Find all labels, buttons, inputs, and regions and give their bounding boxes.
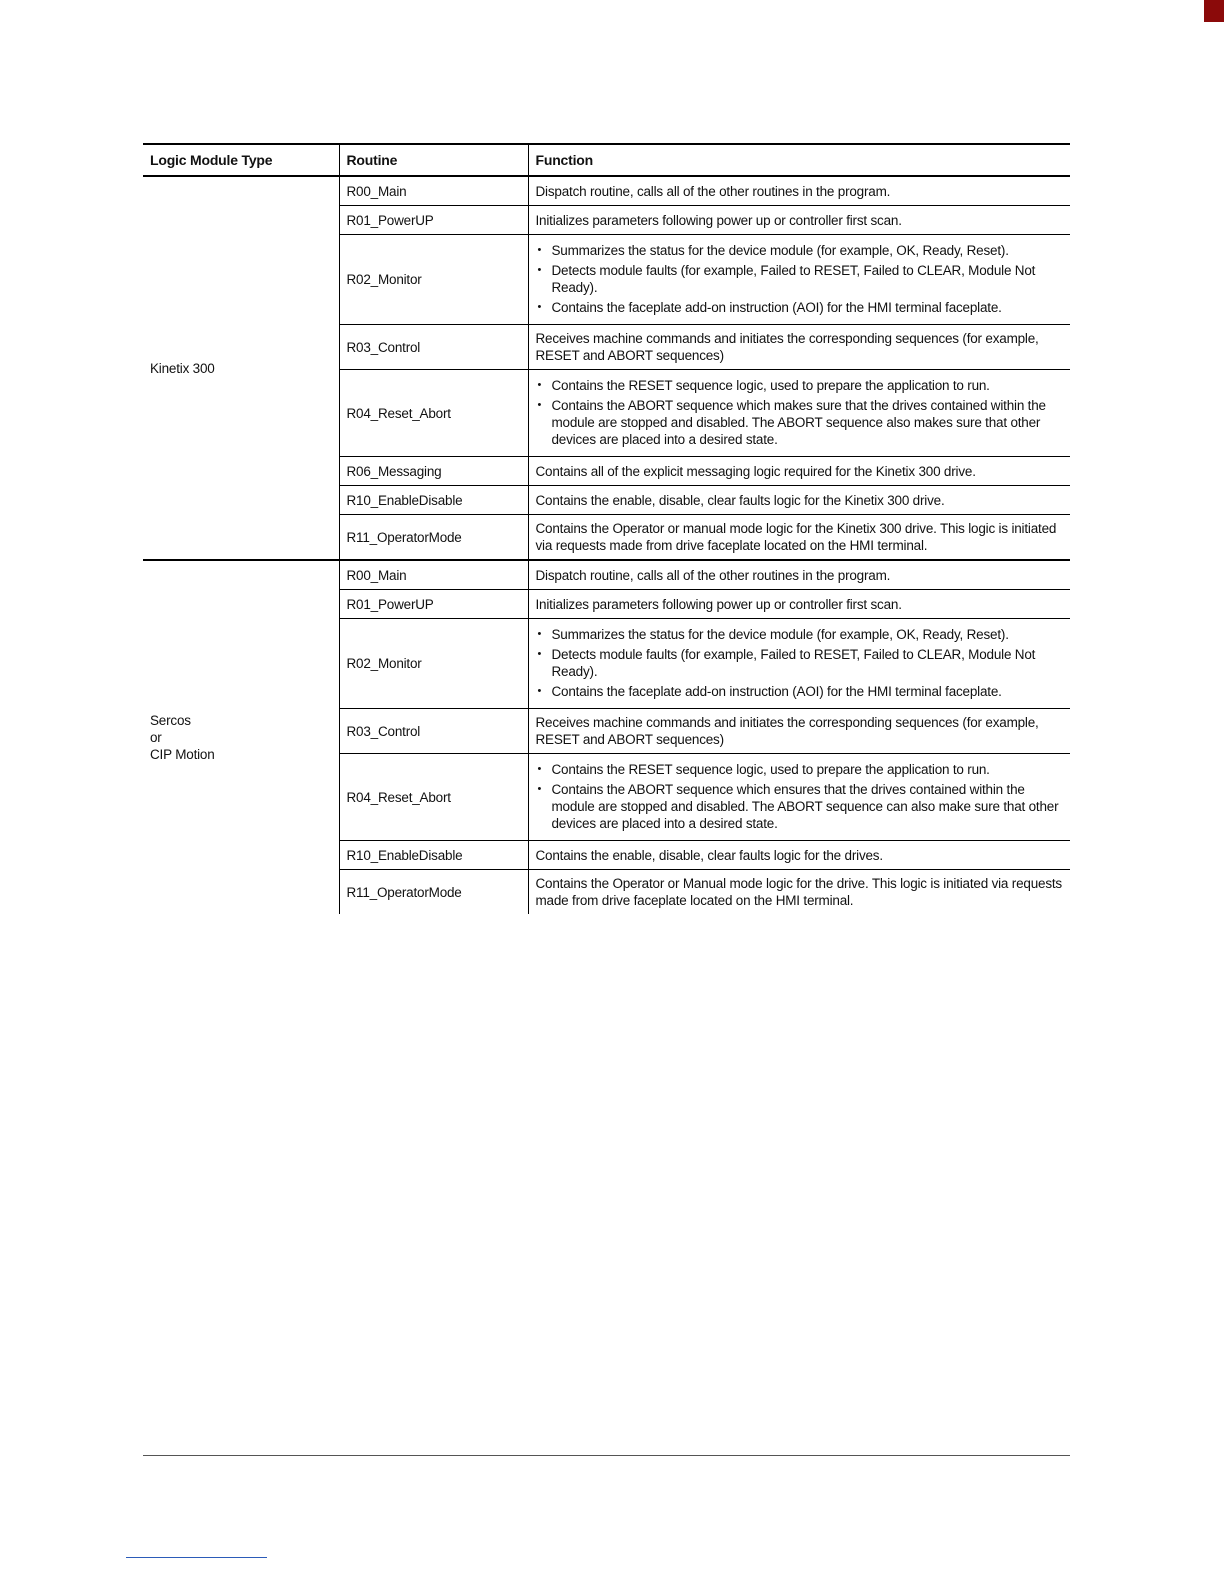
function-text: Dispatch routine, calls all of the other routines in the program. xyxy=(535,567,891,583)
routine-cell: R10_EnableDisable xyxy=(339,841,528,870)
function-text: Initializes parameters following power up or controller first scan. xyxy=(535,596,902,612)
bullet-item: • Contains the faceplate add-on instruction (AOI) for the HMI terminal faceplate. xyxy=(536,299,1064,316)
function-text: Receives machine commands and initiates the corresponding sequences (for example, RESET and ABORT sequences) xyxy=(535,715,1039,747)
logic-module-table xyxy=(143,143,1070,914)
bullet-item: • Summarizes the status for the device module (for example, OK, Ready, Reset). xyxy=(536,626,1064,643)
logic-module-type-cell xyxy=(143,560,339,914)
function-text: Dispatch routine, calls all of the other routines in the program. xyxy=(535,183,891,199)
footnote-link-rule xyxy=(126,1557,267,1558)
function-cell xyxy=(528,870,1070,915)
function-cell xyxy=(528,515,1070,561)
routine-cell: R02_Monitor xyxy=(339,619,528,709)
header-routine: Routine xyxy=(339,144,528,176)
function-cell xyxy=(528,206,1070,235)
table-body xyxy=(143,176,1070,914)
bullet-item: • Contains the ABORT sequence which ensures that the drives contained within the module are stopped and disabled. The ABORT sequence can also make sure that other devices are placed into a desired state. xyxy=(536,781,1064,832)
bullet-item: • Detects module faults (for example, Failed to RESET, Failed to CLEAR, Module Not Ready). xyxy=(536,646,1064,680)
bullet-item: • Summarizes the status for the device module (for example, OK, Ready, Reset). xyxy=(536,242,1064,259)
routine-cell: R00_Main xyxy=(339,560,528,590)
bullet-list xyxy=(536,242,1064,316)
routine-cell: R02_Monitor xyxy=(339,235,528,325)
function-cell xyxy=(528,486,1070,515)
module-type-line: Sercos xyxy=(150,713,191,728)
bullet-item: • Detects module faults (for example, Failed to RESET, Failed to CLEAR, Module Not Ready). xyxy=(536,262,1064,296)
function-text: Contains the enable, disable, clear faults logic for the Kinetix 300 drive. xyxy=(535,492,945,508)
function-cell xyxy=(528,370,1070,457)
routine-cell: R06_Messaging xyxy=(339,457,528,486)
function-cell xyxy=(528,457,1070,486)
header-function: Function xyxy=(528,144,1070,176)
bullet-item: • Contains the ABORT sequence which makes sure that the drives contained within the module are stopped and disabled. The ABORT sequence also makes sure that other devices are placed into a desired state. xyxy=(536,397,1064,448)
function-cell xyxy=(528,841,1070,870)
routine-cell: R10_EnableDisable xyxy=(339,486,528,515)
table-header-row xyxy=(143,144,1070,176)
header-logic-module-type: Logic Module Type xyxy=(143,144,339,176)
routine-cell: R01_PowerUP xyxy=(339,206,528,235)
routine-cell: R03_Control xyxy=(339,709,528,754)
function-cell xyxy=(528,235,1070,325)
logic-module-type-cell xyxy=(143,176,339,560)
function-text: Initializes parameters following power up or controller first scan. xyxy=(535,212,902,228)
module-type-line: or xyxy=(150,730,162,745)
function-text: Contains the Operator or Manual mode logic for the drive. This logic is initiated via requests made from drive faceplate located on the HMI terminal. xyxy=(535,876,1062,908)
routine-cell: R11_OperatorMode xyxy=(339,870,528,915)
routine-cell: R04_Reset_Abort xyxy=(339,754,528,841)
module-type-line: CIP Motion xyxy=(150,747,215,762)
function-cell xyxy=(528,590,1070,619)
function-cell xyxy=(528,560,1070,590)
footer-rule xyxy=(143,1455,1070,1456)
function-text: Contains all of the explicit messaging logic required for the Kinetix 300 drive. xyxy=(535,463,976,479)
routine-cell: R00_Main xyxy=(339,176,528,206)
bullet-item: • Contains the RESET sequence logic, used to prepare the application to run. xyxy=(536,761,1064,778)
bullet-list xyxy=(536,626,1064,700)
table-row xyxy=(143,560,1070,590)
bullet-item: • Contains the faceplate add-on instruction (AOI) for the HMI terminal faceplate. xyxy=(536,683,1064,700)
function-cell xyxy=(528,754,1070,841)
routine-cell: R03_Control xyxy=(339,325,528,370)
function-cell xyxy=(528,709,1070,754)
routine-cell: R01_PowerUP xyxy=(339,590,528,619)
bullet-list xyxy=(536,377,1064,448)
function-text: Contains the enable, disable, clear faults logic for the drives. xyxy=(535,847,883,863)
function-cell xyxy=(528,619,1070,709)
table-row xyxy=(143,176,1070,206)
function-text: Receives machine commands and initiates the corresponding sequences (for example, RESET and ABORT sequences) xyxy=(535,331,1039,363)
bullet-item: • Contains the RESET sequence logic, used to prepare the application to run. xyxy=(536,377,1064,394)
routine-cell: R04_Reset_Abort xyxy=(339,370,528,457)
function-text: Contains the Operator or manual mode logic for the Kinetix 300 drive. This logic is initiated via requests made from drive faceplate located on the HMI terminal. xyxy=(535,521,1057,553)
module-type-line: Kinetix 300 xyxy=(150,360,215,376)
function-cell xyxy=(528,176,1070,206)
function-cell xyxy=(528,325,1070,370)
corner-mark xyxy=(1204,0,1224,22)
routine-cell: R11_OperatorMode xyxy=(339,515,528,561)
bullet-list xyxy=(536,761,1064,832)
